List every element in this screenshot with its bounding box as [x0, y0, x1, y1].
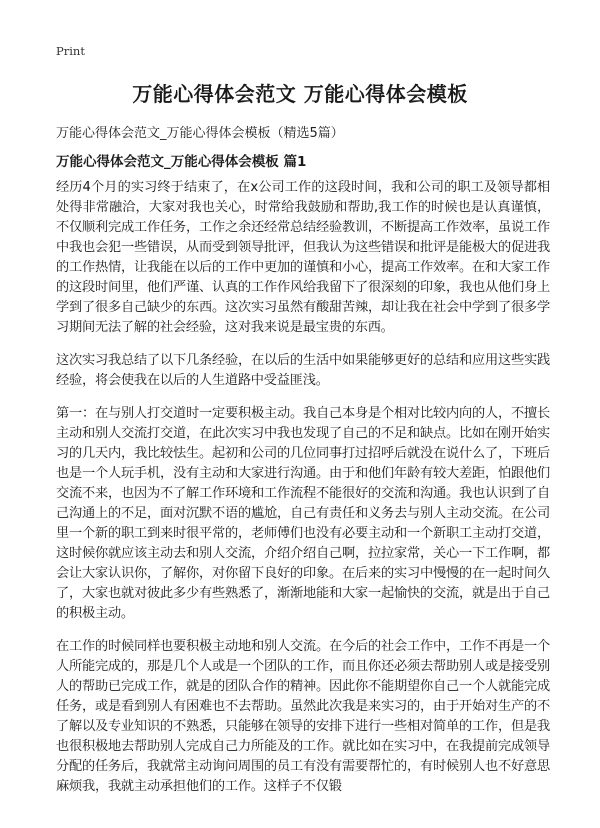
section-heading: 万能心得体会范文_万能心得体会模板 篇1	[56, 154, 307, 170]
paragraph: 经历4个月的实习终于结束了，在x公司工作的这段时间，我和公司的职工及领导都相处得非常融洽，大家对我也关心，时常给我鼓励和帮助,我工作的时候也是认真谨慎，不仅顺利完成工作任务，工作之余还经常总结经验教训，不断提高工作效率，虽说工作中我也会犯一些错误，从而受到领导批评，但我认为这些错误和批评是能极大的促进我的工作热情，让我能在以后的工作中更加的谨慎和小心，提高工作效率。在和大家工作的这段时间里，他们严谨、认真的工作作风给我留下了很深刻的印象，我也从他们身上学到了很多自己缺少的东西。这次实习虽然有酸甜苦辣，却让我在社会中学到了很多学习期间无法了解的社会经验，这对我来说是最宝贵的东西。	[56, 180, 550, 335]
paragraph: 在工作的时候同样也要积极主动地和别人交流。在今后的社会工作中，工作不再是一个人所能完成的，那是几个人或是一个团队的工作，而且你还必须去帮助别人或是接受别人的帮助已完成工作，就是的团队合作的精神。因此你不能期望你自己一个人就能完成任务，或是看到别人有困难也不去帮助。虽然此次我是来实习的，由于开始对生产的不了解以及专业知识的不熟悉，只能够在领导的安排下进行一些相对简单的工作，但是我也很积极地去帮助别人完成自己力所能及的工作。就比如在实习中，在我提前完成领导分配的任务后，我就常主动询问周围的员工有没有需要帮忙的，有时候别人也不好意思麻烦我，我就主动承担他们的工作。这样子不仅锻	[56, 639, 550, 794]
paragraph: 第一：在与别人打交道时一定要积极主动。我自己本身是个相对比较内向的人，不擅长主动和别人交流打交道，在此次实习中我也发现了自己的不足和缺点。比如在刚开始实习的几天内，我比较怯生。起初和公司的几位同事打过招呼后就没在说什么了，下班后也是一个人玩手机，没有主动和大家进行沟通。由于和他们年龄有较大差距，怕跟他们交流不来，也因为不了解工作环境和工作流程不能很好的交流和沟通。我也认识到了自己沟通上的不足，面对沉默不语的尴尬，自己有责任和义务去与别人主动交流。在公司里一个新的职工到来时很平常的，老师傅们也没有必要主动和一个新职工主动打交道，这时候你就应该主动去和别人交流，介绍介绍自己啊，拉拉家常，关心一下工作啊，都会让大家认识你，了解你，对你留下良好的印象。在后来的实习中慢慢的在一起时间久了，大家也就对彼此多少有些熟悉了，渐渐地能和大家一起愉快的交流，就是出于自己的积极主动。	[56, 406, 550, 621]
document-subtitle: 万能心得体会范文_万能心得体会模板（精选5篇）	[56, 126, 344, 141]
page-title: 万能心得体会范文 万能心得体会模板	[132, 82, 468, 106]
article-body	[56, 178, 550, 810]
paragraph: 这次实习我总结了以下几条经验，在以后的生活中如果能够更好的总结和应用这些实践经验，将会使我在以后的人生道路中受益匪浅。	[56, 353, 550, 388]
print-label[interactable]: Print	[56, 44, 85, 58]
